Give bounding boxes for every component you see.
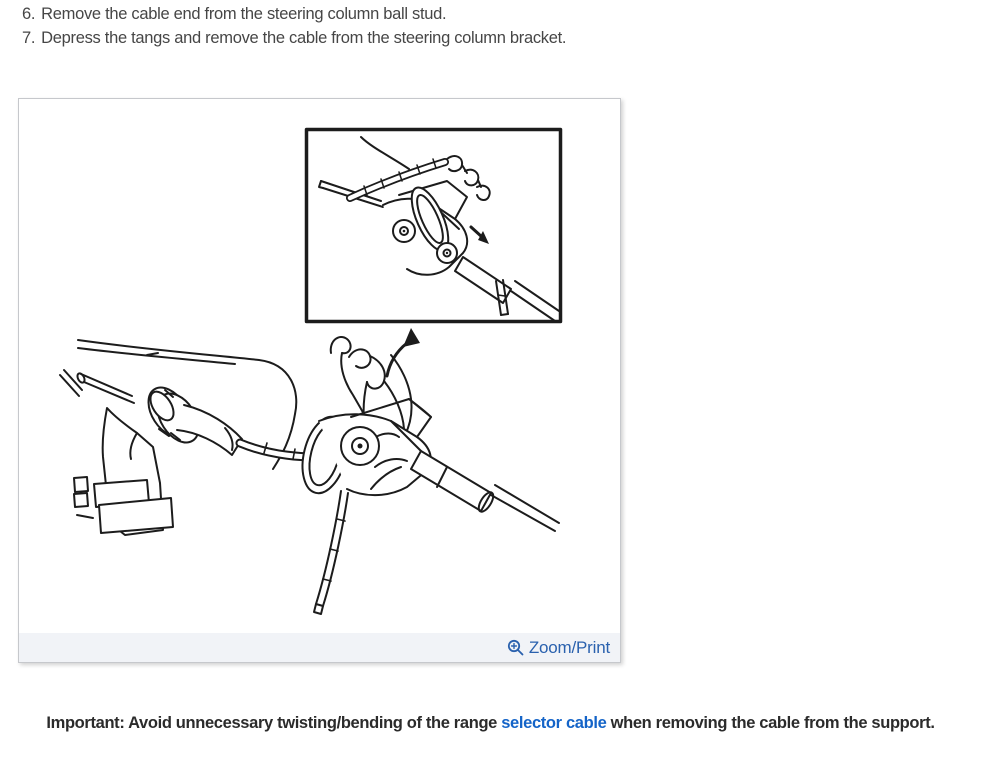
figure-card xyxy=(18,98,621,663)
selector-cable-link[interactable]: selector cable xyxy=(501,714,607,732)
instruction-steps xyxy=(22,2,566,50)
step-text: Depress the tangs and remove the cable from the steering column bracket. xyxy=(41,29,567,47)
instruction-step-7 xyxy=(22,26,566,50)
step-number: 6. xyxy=(22,5,36,23)
step-text: Remove the cable end from the steering column ball stud. xyxy=(41,5,447,23)
instruction-step-6 xyxy=(22,2,566,26)
magnifier-plus-icon xyxy=(507,639,524,656)
important-prefix: Important: Avoid unnecessary twisting/bending of the range xyxy=(46,714,502,732)
figure-footer xyxy=(19,633,620,662)
important-suffix: when removing the cable from the support. xyxy=(606,714,935,732)
inset-detail-box xyxy=(307,130,561,322)
figure-illustration xyxy=(19,99,620,633)
zoom-print-label: Zoom/Print xyxy=(528,637,610,657)
step-number: 7. xyxy=(22,29,36,47)
zoom-print-link[interactable] xyxy=(507,638,610,658)
important-note xyxy=(0,714,981,733)
